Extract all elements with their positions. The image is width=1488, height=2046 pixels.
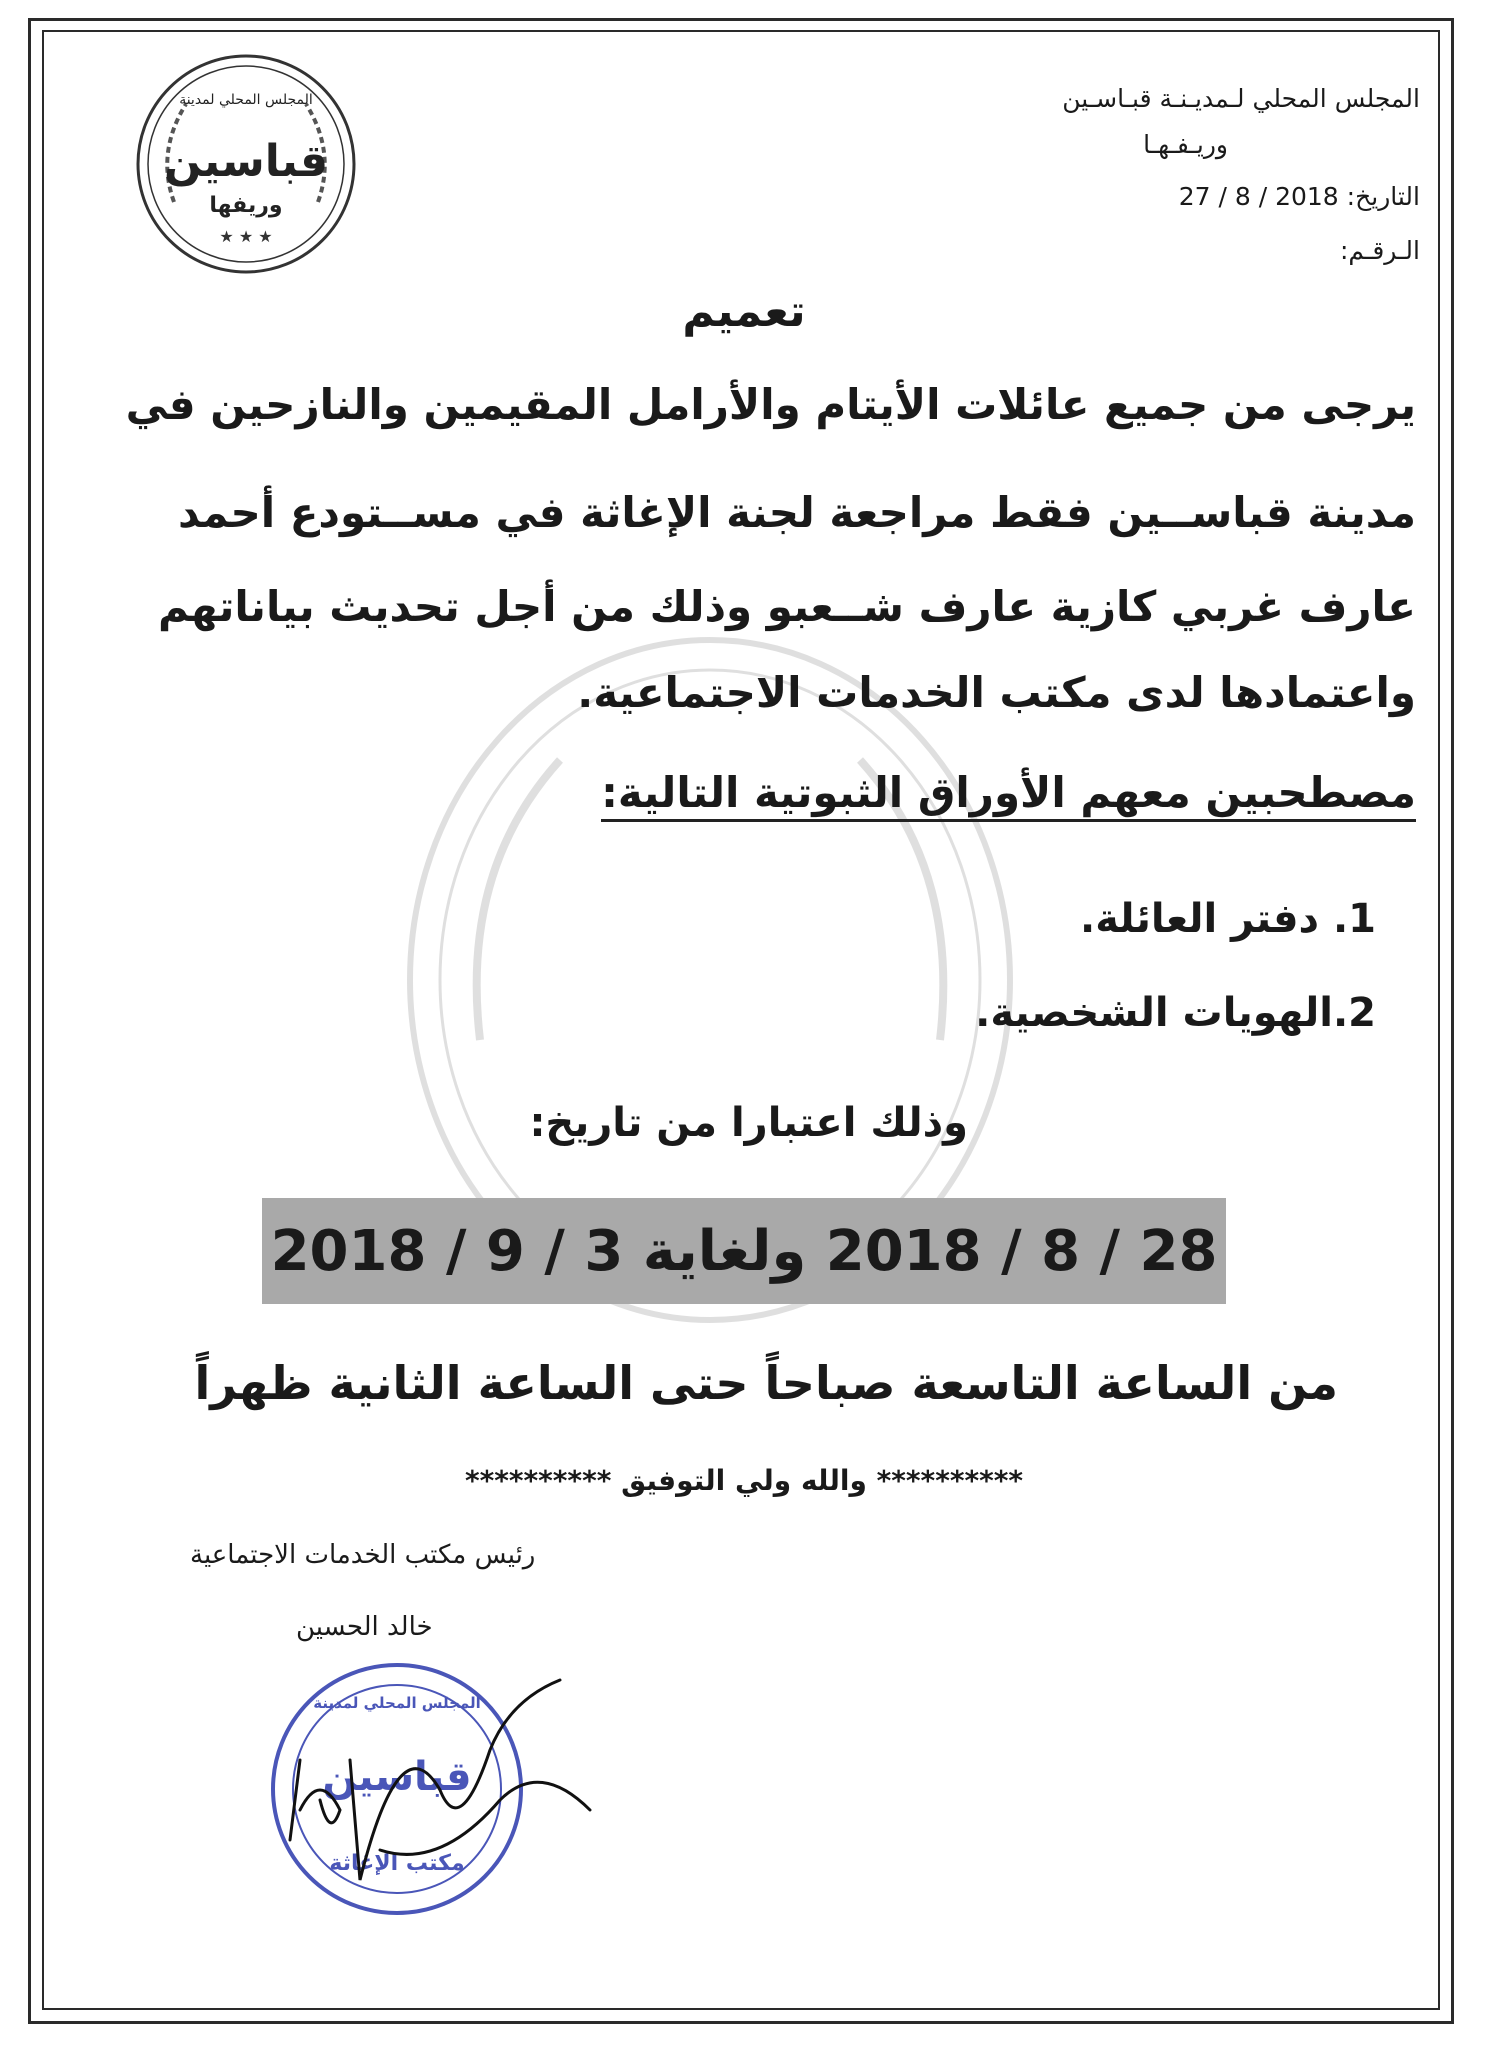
document-item: 2.الهويات الشخصية. xyxy=(975,990,1376,1036)
stamp-bottom-text: مكتب الإغاثة xyxy=(329,1851,465,1876)
council-logo xyxy=(134,52,358,276)
documents-heading: مصطحبين معهم الأوراق الثبوتية التالية: xyxy=(601,768,1416,822)
closing-line: ********** والله ولي التوفيق ********** xyxy=(464,1464,1024,1497)
date-range-highlight xyxy=(262,1198,1226,1304)
date-range: 28 / 8 / 2018 ولغاية 3 / 9 / 2018 xyxy=(270,1218,1218,1284)
body-line-2: مدينة قباســين فقط مراجعة لجنة الإغاثة في مســتودع أحمد xyxy=(178,488,1416,537)
logo-top-text: المجلس المحلي لمدينة xyxy=(179,92,313,108)
council-name: المجلس المحلي لـمديـنـة قبـاسـين xyxy=(1062,84,1420,113)
body-line-1: يرجى من جميع عائلات الأيتام والأرامل المقيمين والنازحين في xyxy=(125,380,1416,429)
from-label: وذلك اعتبارا من تاريخ: xyxy=(529,1100,968,1146)
body-line-3: عارف غربي كازية عارف شــعبو وذلك من أجل تحديث بياناتهم xyxy=(157,582,1416,631)
number-label: الـرقـم: xyxy=(1339,236,1420,265)
logo-main-text: قباسين xyxy=(163,136,329,187)
page-title: تعميم xyxy=(682,286,806,337)
district-name: وريـفـهـا xyxy=(1143,130,1228,159)
date-line xyxy=(1179,182,1420,211)
document-item: 1. دفتر العائلة. xyxy=(1080,896,1376,942)
date-value: 27 / 8 / 2018 xyxy=(1178,182,1339,211)
signatory-title: رئيس مكتب الخدمات الاجتماعية xyxy=(190,1540,536,1570)
date-label: التاريخ: xyxy=(1346,182,1420,211)
stamp-top-text: المجلس المحلي لمدينة xyxy=(313,1694,481,1712)
working-hours: من الساعة التاسعة صباحاً حتى الساعة الثانية ظهراً xyxy=(194,1356,1338,1410)
signatory-name: خالد الحسين xyxy=(296,1612,433,1642)
stamp-main-text: قباسين xyxy=(322,1754,472,1800)
star-icon: ★ ★ ★ xyxy=(219,227,273,246)
body-line-4: واعتمادها لدى مكتب الخدمات الاجتماعية. xyxy=(577,668,1416,717)
signature xyxy=(260,1640,620,1940)
logo-sub-text: وريفها xyxy=(209,193,283,218)
